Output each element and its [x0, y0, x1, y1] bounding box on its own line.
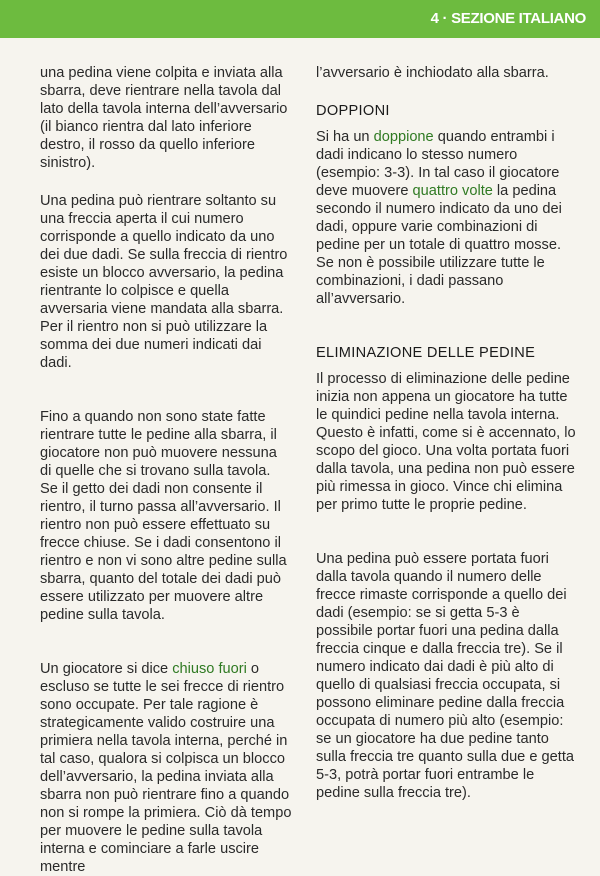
paragraph: Una pedina può rientrare soltanto su una freccia aperta il cui numero corrisponde a quello indicato da uno dei due dadi. Se sulla freccia di rientro esiste un blocco avversario, la pedina rientrante lo colpisce e quella avversaria viene mandata alla sbarra. Per il rientro non si può utilizzare la somma dei due numeri indicati dai dadi. — [40, 193, 288, 371]
text-span: Un giocatore si dice — [40, 661, 173, 677]
paragraph: l’avversario è inchiodato alla sbarra. — [316, 65, 549, 81]
section-heading: ELIMINAZIONE DELLE PEDINE — [316, 345, 536, 361]
paragraph: Una pedina può essere portata fuori dalla tavola quando il numero delle frecce rimaste corrisponde a quello dei dadi (esempio: se si getta 5-3 è possibile portar fuori una pedina dalla freccia cinque e dalla freccia tre). Se il numero indicato dai dadi è più alto di quello di qualsiasi freccia occupata, si possono eliminare pedine dalla freccia occupata di numero più alto (esempio: se un giocatore ha due pedine tanto sulla freccia tre quanto sulla due e getta 5-3, potrà portar fuori entrambe le pedine sulla freccia tre). — [316, 551, 574, 801]
text-span: Si ha un — [316, 129, 374, 145]
left-column — [40, 64, 292, 876]
section-title: 4 · SEZIONE ITALIANO — [430, 10, 586, 27]
section-header-bar — [0, 0, 600, 38]
highlighted-term: doppione — [373, 129, 434, 145]
text-span: o escluso se tutte le sei frecce di rientro sono occupate. Per tale ragione è strategicamente valido costruire una primiera nella tavola interna, perché in tal caso, qualora si colpisca un blocco dell’avversario, la pedina inviata alla sbarra non può rientrare fino a quando non si rompe la primiera. Ciò dà tempo per muovere le pedine sulla tavola interna e cominciare a farle uscire mentre — [40, 661, 292, 875]
right-column — [316, 64, 580, 802]
text-span: quando entrambi i dadi indicano lo stesso numero (esempio: 3-3). In tal caso il giocatore deve muovere — [316, 129, 560, 199]
paragraph — [40, 660, 292, 876]
section-heading: DOPPIONI — [316, 103, 390, 119]
paragraph — [316, 128, 580, 308]
highlighted-term: quattro volte — [412, 183, 493, 199]
highlighted-term: chiuso fuori — [172, 661, 247, 677]
paragraph: Il processo di eliminazione delle pedine inizia non appena un giocatore ha tutte le quindici pedine nella tavola interna. Questo è infatti, come si è accennato, lo scopo del gioco. Una volta portata fuori dalla tavola, una pedina non può essere più rimessa in gioco. Vince chi elimina per primo tutte le proprie pedine. — [316, 371, 576, 513]
paragraph: Fino a quando non sono state fatte rientrare tutte le pedine alla sbarra, il giocatore non può muovere nessuna di quelle che si trovano sulla tavola. Se il getto dei dadi non consente il rientro, il turno passa all’avversario. Il rientro non può essere effettuato su frecce chiuse. Se i dadi consentono il rientro e non vi sono altre pedine sulla sbarra, quanto del totale dei dadi può essere utilizzato per muovere altre pedine sulla tavola. — [40, 409, 287, 623]
paragraph: una pedina viene colpita e inviata alla sbarra, deve rientrare nella tavola dal lato della tavola interna dell’avversario (il bianco rientra dal lato inferiore destro, il rosso da quello inferiore sinistro). — [40, 65, 288, 171]
text-span: la pedina secondo il numero indicato da uno dei dadi, oppure varie combinazioni di pedine per un totale di quattro mosse. Se non è possibile utilizzare tutte le combinazioni, i dadi passano all’avversario. — [316, 183, 562, 307]
